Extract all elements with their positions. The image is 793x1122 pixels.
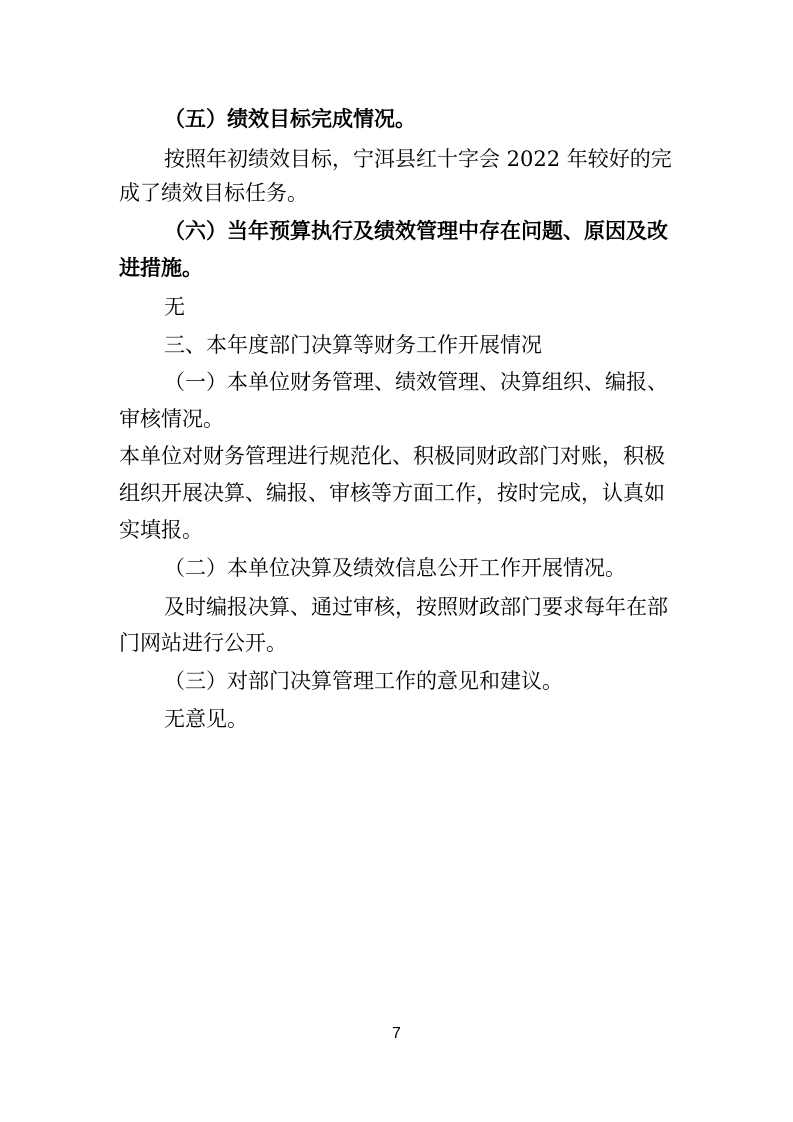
part-3-heading: 三、本年度部门决算等财务工作开展情况 bbox=[164, 333, 542, 357]
section-6-heading-line-1: （六）当年预算执行及绩效管理中存在问题、原因及改 bbox=[164, 218, 668, 243]
subsection-2-body-line-2: 门网站进行公开。 bbox=[119, 631, 287, 655]
subsection-2-body-line-1: 及时编报决算、通过审核，按照财政部门要求每年在部 bbox=[164, 595, 668, 619]
subsection-1-heading-line-1: （一）本单位财务管理、绩效管理、决算组织、编报、 bbox=[164, 370, 668, 394]
section-5-body-line-1: 按照年初绩效目标，宁洱县红十字会 2022 年较好的完 bbox=[164, 147, 672, 171]
section-5-heading: （五）绩效目标完成情况。 bbox=[164, 106, 416, 131]
section-5-body-line-2: 成了绩效目标任务。 bbox=[119, 181, 308, 205]
subsection-3-body: 无意见。 bbox=[164, 707, 248, 731]
subsection-1-body-line-1: 本单位对财务管理进行规范化、积极同财政部门对账，积极 bbox=[119, 444, 665, 468]
subsection-1-body-line-2: 组织开展决算、编报、审核等方面工作，按时完成，认真如 bbox=[119, 481, 665, 505]
section-6-body: 无 bbox=[164, 295, 185, 319]
subsection-2-heading: （二）本单位决算及绩效信息公开工作开展情况。 bbox=[164, 556, 626, 580]
section-6-heading-line-2: 进措施。 bbox=[119, 255, 203, 280]
page-number: 7 bbox=[392, 1025, 401, 1042]
subsection-1-heading-line-2: 审核情况。 bbox=[119, 407, 224, 431]
subsection-1-body-line-3: 实填报。 bbox=[119, 518, 203, 542]
subsection-3-heading: （三）对部门决算管理工作的意见和建议。 bbox=[164, 669, 563, 693]
